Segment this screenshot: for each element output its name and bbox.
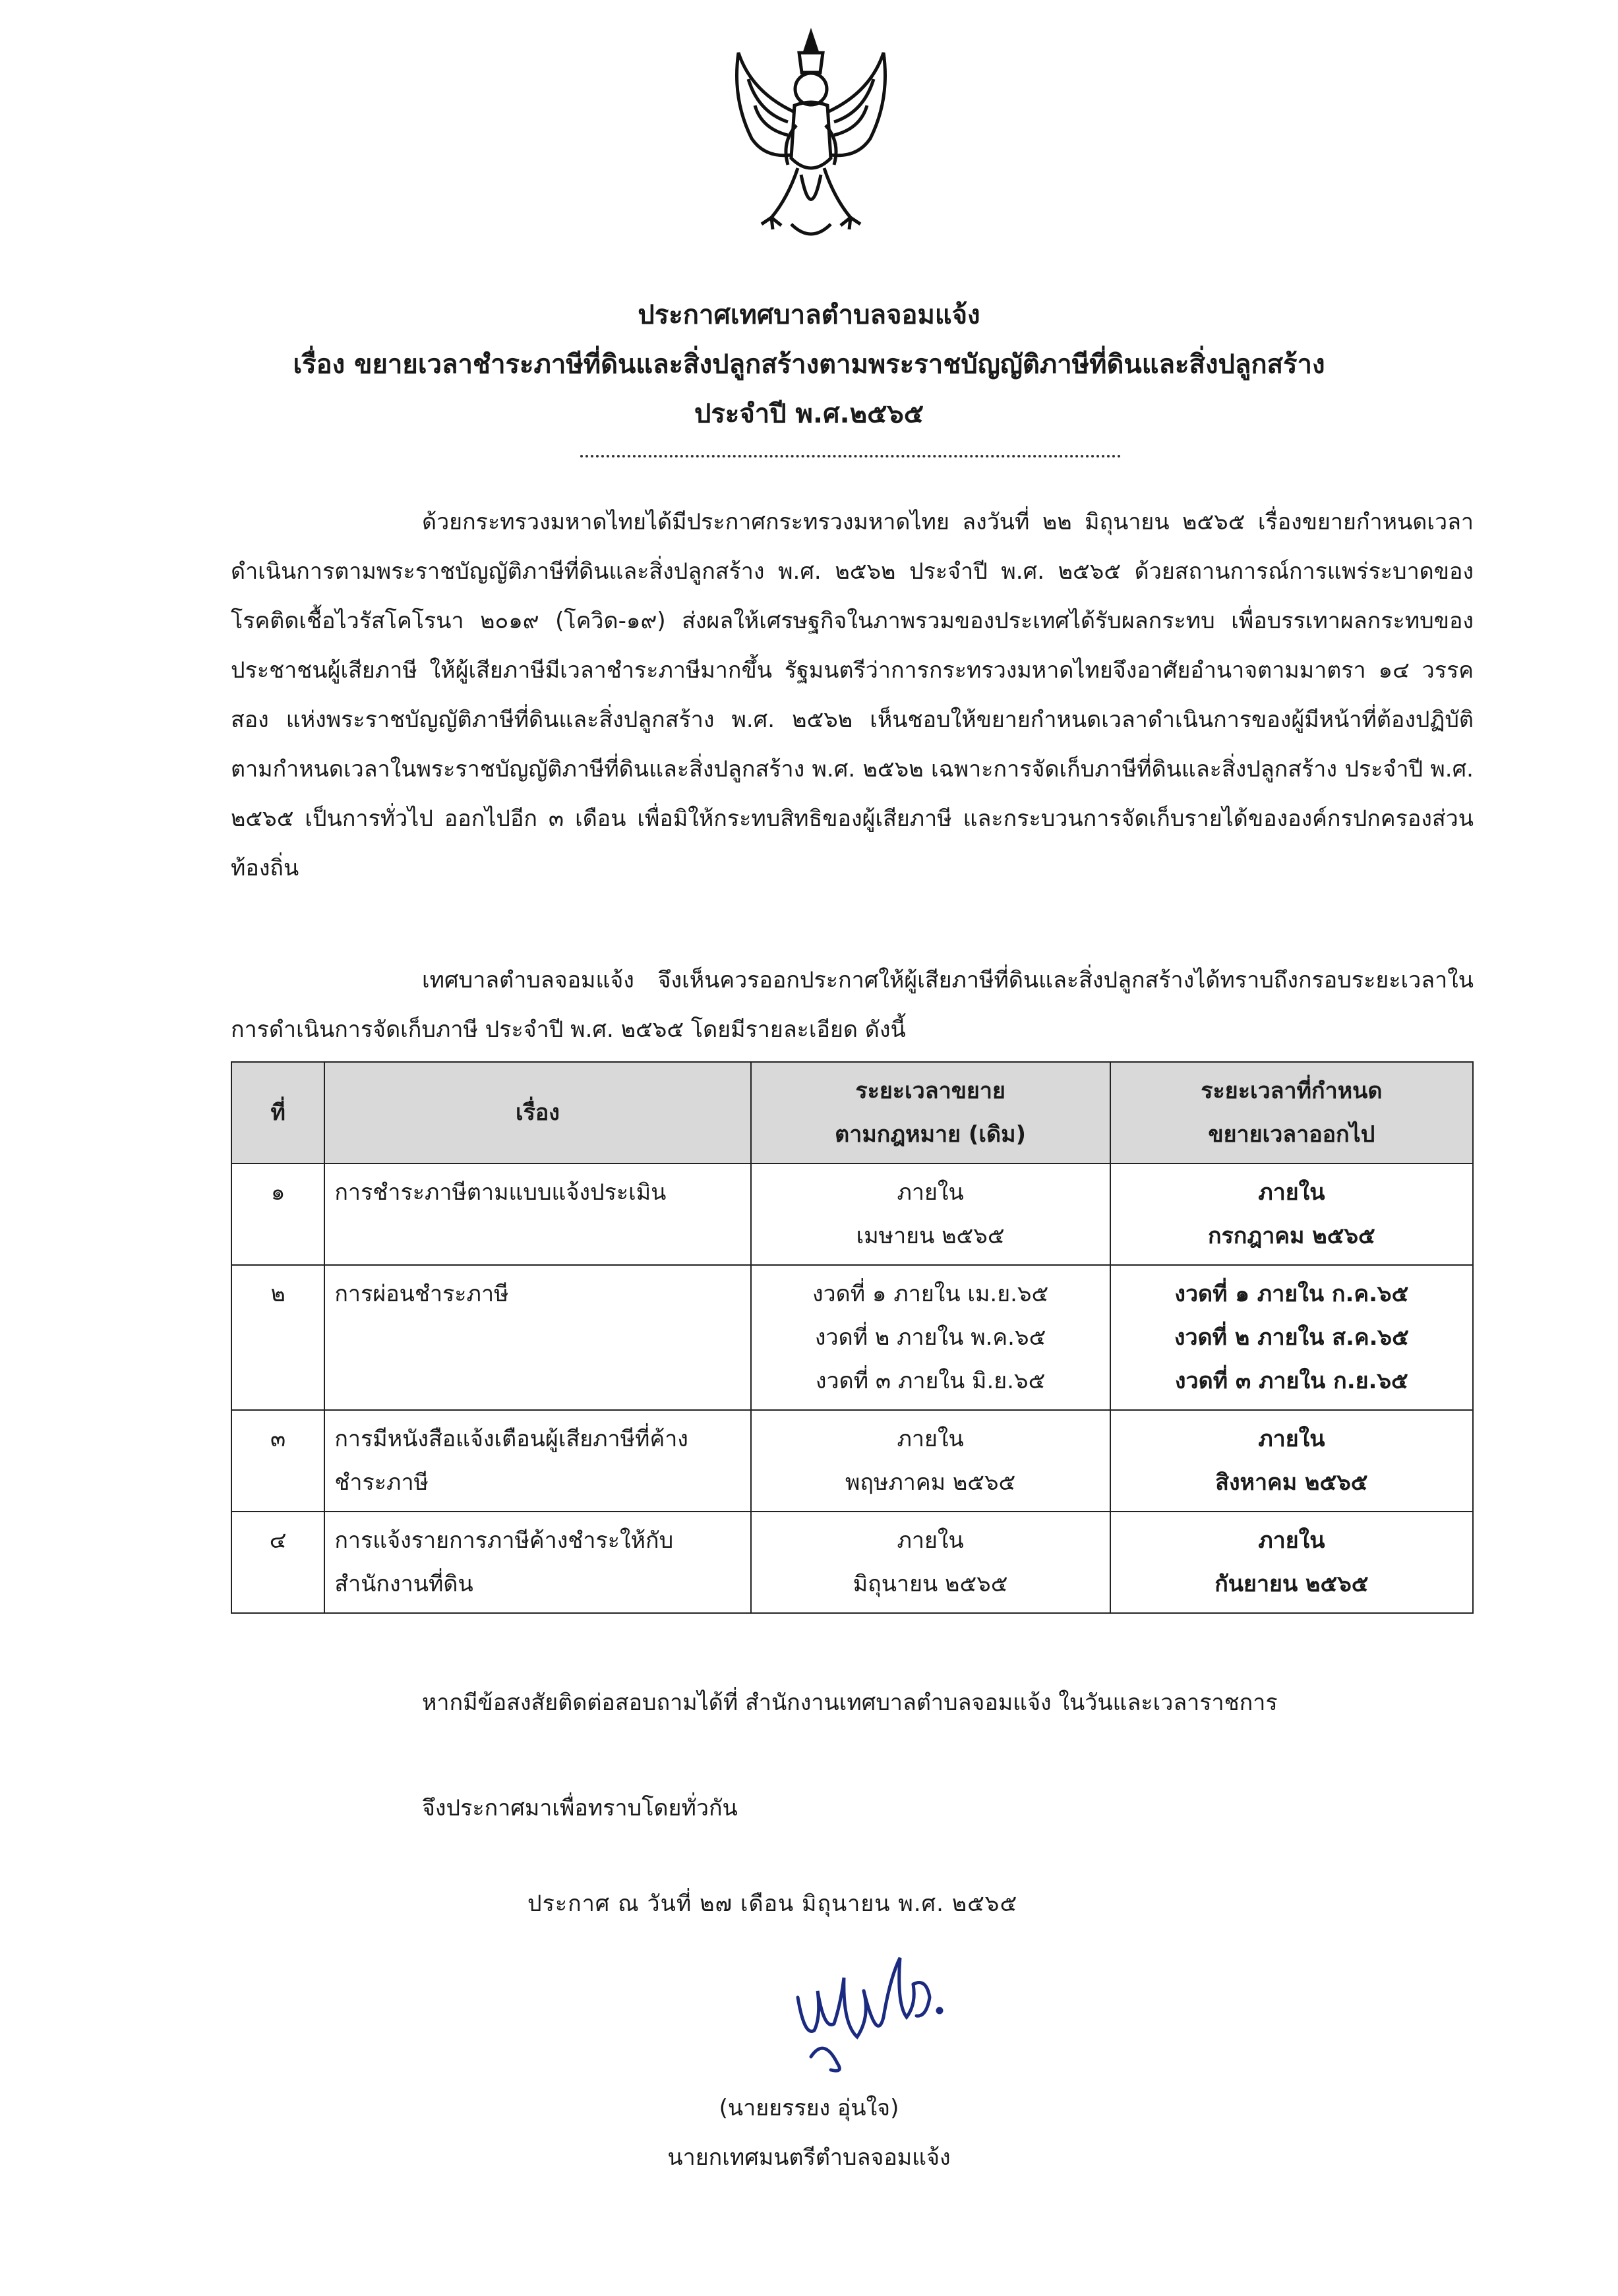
row-extended-line: งวดที่ ๓ ภายใน ก.ย.๖๕	[1174, 1368, 1408, 1394]
row-original-line: ภายใน	[897, 1426, 964, 1452]
row-extended-line: กรกฎาคม ๒๕๖๕	[1207, 1223, 1375, 1249]
row-subject-line: ชำระภาษี	[334, 1469, 429, 1496]
row-original-line: งวดที่ ๓ ภายใน มิ.ย.๖๕	[815, 1368, 1046, 1394]
row-no: ๔	[231, 1512, 324, 1613]
header-original-line-1: ระยะเวลาขยาย	[855, 1078, 1005, 1104]
table-row	[231, 1163, 1473, 1265]
row-extended	[1110, 1410, 1473, 1512]
row-subject-line: การมีหนังสือแจ้งเตือนผู้เสียภาษีที่ค้าง	[334, 1426, 688, 1452]
row-no: ๓	[231, 1410, 324, 1512]
document-title: ประกาศเทศบาลตำบลจอมแจ้ง	[638, 300, 980, 330]
row-original	[751, 1163, 1110, 1265]
garuda-emblem-icon	[725, 26, 897, 250]
header-extended-line-1: ระยะเวลาที่กำหนด	[1201, 1078, 1383, 1104]
row-extended-line: กันยายน ๒๕๖๕	[1214, 1571, 1369, 1597]
signer-title: นายกเทศมนตรีตำบลจอมแจ้ง	[667, 2144, 951, 2171]
dotted-divider	[580, 455, 1121, 457]
announcement-date: ประกาศ ณ วันที่ ๒๗ เดือน มิถุนายน พ.ศ. ๒๕๖๕	[527, 1891, 1018, 1917]
table-row	[231, 1512, 1473, 1613]
row-original	[751, 1512, 1110, 1613]
row-extended-line: ภายใน	[1258, 1527, 1325, 1554]
body-paragraph-2: เทศบาลตำบลจอมแจ้ง จึงเห็นควรออกประกาศให้ผู้เสียภาษีที่ดินและสิ่งปลูกสร้างได้ทราบถึงกรอบระยะเวลาในการดำเนินการจัดเก็บภาษี ประจำปี พ.ศ. ๒๕๖๕ โดยมีรายละเอียด ดังนี้	[231, 967, 1474, 1043]
row-subject	[324, 1410, 750, 1512]
row-subject-line: การผ่อนชำระภาษี	[334, 1281, 509, 1307]
row-original-line: เมษายน ๒๕๖๕	[856, 1223, 1005, 1249]
row-original	[751, 1410, 1110, 1512]
row-extended	[1110, 1163, 1473, 1265]
row-extended-line: ภายใน	[1258, 1426, 1325, 1452]
row-no: ๒	[231, 1265, 324, 1410]
row-subject-line: สำนักงานที่ดิน	[334, 1571, 473, 1597]
row-original	[751, 1265, 1110, 1410]
contact-note: หากมีข้อสงสัยติดต่อสอบถามได้ที่ สำนักงานเทศบาลตำบลจอมแจ้ง ในวันและเวลาราชการ	[422, 1690, 1278, 1716]
header-subject: เรื่อง	[324, 1062, 750, 1163]
table-row	[231, 1265, 1473, 1410]
row-extended	[1110, 1512, 1473, 1613]
row-extended-line: งวดที่ ๒ ภายใน ส.ค.๖๕	[1174, 1324, 1409, 1351]
row-extended-line: สิงหาคม ๒๕๖๕	[1215, 1469, 1368, 1496]
schedule-table	[231, 1061, 1474, 1614]
signer-name: (นายยรรยง อุ่นใจ)	[719, 2095, 899, 2121]
document-year: ประจำปี พ.ศ.๒๕๖๕	[694, 399, 924, 429]
header-extended	[1110, 1062, 1473, 1163]
row-original-line: ภายใน	[897, 1179, 964, 1206]
row-extended	[1110, 1265, 1473, 1410]
row-extended-line: ภายใน	[1258, 1179, 1325, 1206]
table-row	[231, 1410, 1473, 1512]
row-subject-line: การแจ้งรายการภาษีค้างชำระให้กับ	[334, 1527, 674, 1554]
row-original-line: งวดที่ ๑ ภายใน เม.ย.๖๕	[812, 1281, 1049, 1307]
row-extended-line: งวดที่ ๑ ภายใน ก.ค.๖๕	[1174, 1281, 1409, 1307]
row-original-line: มิถุนายน ๒๕๖๕	[853, 1571, 1008, 1597]
header-original	[751, 1062, 1110, 1163]
row-subject-line: การชำระภาษีตามแบบแจ้งประเมิน	[334, 1179, 667, 1206]
header-original-line-2: ตามกฎหมาย (เดิม)	[835, 1121, 1027, 1148]
row-original-line: งวดที่ ๒ ภายใน พ.ค.๖๕	[814, 1324, 1046, 1351]
handwritten-signature	[785, 1938, 956, 2083]
row-original-line: พฤษภาคม ๒๕๖๕	[845, 1469, 1016, 1496]
closing-statement: จึงประกาศมาเพื่อทราบโดยทั่วกัน	[422, 1795, 738, 1821]
document-subject: เรื่อง ขยายเวลาชำระภาษีที่ดินและสิ่งปลูกสร้างตามพระราชบัญญัติภาษีที่ดินและสิ่งปลูกสร้าง	[293, 349, 1325, 380]
row-subject	[324, 1512, 750, 1613]
row-no: ๑	[231, 1163, 324, 1265]
body-paragraph-1: ด้วยกระทรวงมหาดไทยได้มีประกาศกระทรวงมหาดไทย ลงวันที่ ๒๒ มิถุนายน ๒๕๖๕ เรื่องขยายกำหนดเวลาดำเนินการตามพระราชบัญญัติภาษีที่ดินและสิ่งปลูกสร้าง พ.ศ. ๒๕๖๒ ประจำปี พ.ศ. ๒๕๖๕ ด้วยสถานการณ์การแพร่ระบาดของโรคติดเชื้อไวรัสโคโรนา ๒๐๑๙ (โควิด-๑๙) ส่งผลให้เศรษฐกิจในภาพรวมของประเทศได้รับผลกระทบ เพื่อบรรเทาผลกระทบของประชาชนผู้เสียภาษี ให้ผู้เสียภาษีมีเวลาชำระภาษีมากขึ้น รัฐมนตรีว่าการกระทรวงมหาดไทยจึงอาศัยอำนาจตามมาตรา ๑๔ วรรคสอง แห่งพระราชบัญญัติภาษีที่ดินและสิ่งปลูกสร้าง พ.ศ. ๒๕๖๒ เห็นชอบให้ขยายกำหนดเวลาดำเนินการของผู้มีหน้าที่ต้องปฏิบัติตามกำหนดเวลาในพระราชบัญญัติภาษีที่ดินและสิ่งปลูกสร้าง พ.ศ. ๒๕๖๒ เฉพาะการจัดเก็บภาษีที่ดินและสิ่งปลูกสร้าง ประจำปี พ.ศ. ๒๕๖๕ เป็นการทั่วไป ออกไปอีก ๓ เดือน เพื่อมิให้กระทบสิทธิของผู้เสียภาษี และกระบวนการจัดเก็บรายได้ขององค์กรปกครองส่วนท้องถิ่น	[231, 509, 1474, 881]
header-no: ที่	[231, 1062, 324, 1163]
header-extended-line-2: ขยายเวลาออกไป	[1208, 1121, 1375, 1148]
table-header-row	[231, 1062, 1473, 1163]
row-original-line: ภายใน	[897, 1527, 964, 1554]
row-subject	[324, 1265, 750, 1410]
row-subject	[324, 1163, 750, 1265]
